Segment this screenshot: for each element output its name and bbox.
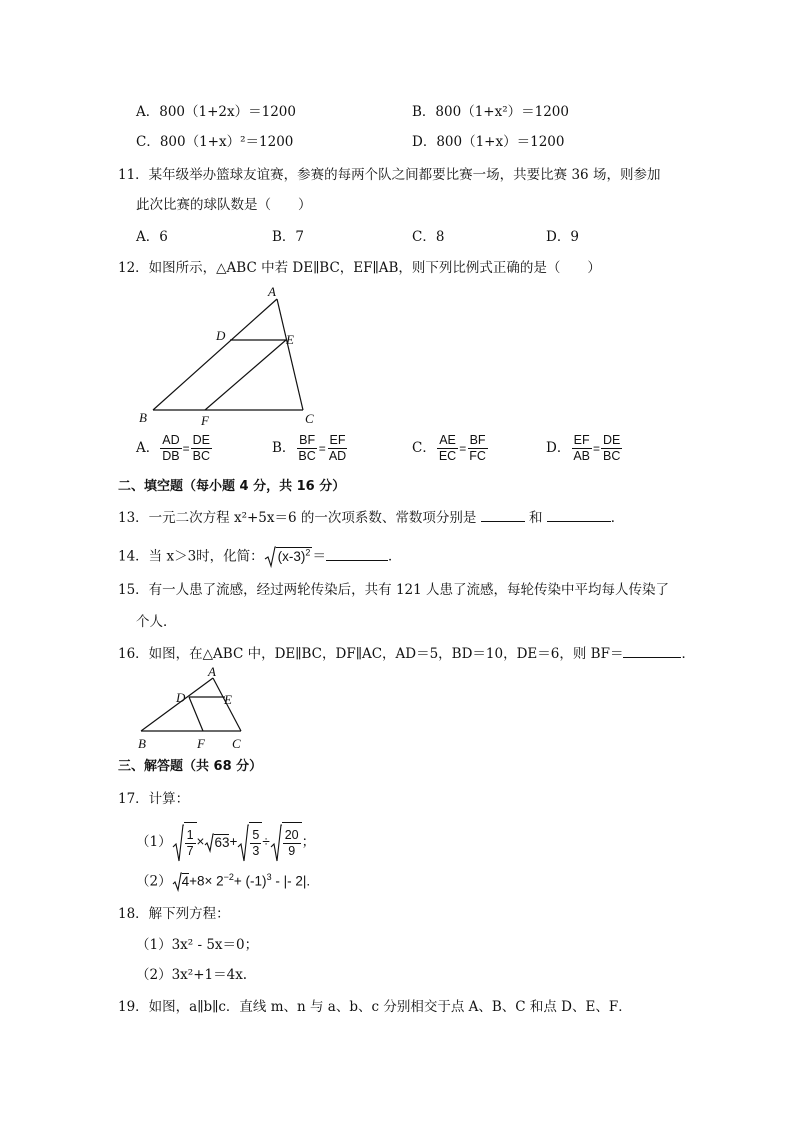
q13-answer-blank-2[interactable]	[547, 521, 611, 522]
q16-label-c: C	[232, 736, 241, 751]
q16-label-e: E	[224, 692, 232, 707]
q16-label-a: A	[208, 664, 216, 679]
q11-option-b: B．7	[272, 229, 305, 245]
fraction: $\frac{1}{7}$	[186, 828, 194, 858]
q16-answer-blank[interactable]	[623, 657, 681, 658]
q12-option-d: D． $\frac{EF}{AB}$ = $\frac{DE}{BC}$	[546, 433, 621, 463]
section-fill-in-heading: 二、填空题（每小题 4 分，共 16 分）	[118, 479, 346, 494]
radical-sign-icon	[237, 823, 249, 863]
fraction: $\frac{DE}{BC}$	[192, 433, 211, 463]
q11-option-a: A．6	[136, 229, 168, 245]
q12-label-e: E	[286, 332, 294, 347]
q15-stem-line2: 个人．	[136, 614, 177, 630]
q19-stem: 19．如图，a∥b∥c．直线 m、n 与 a、b、c 分别相交于点 A、B、C 和点 D、E、F．	[118, 999, 632, 1015]
fraction: $\frac{AD}{DB}$	[162, 433, 180, 463]
fraction: $\frac{AE}{EC}$	[438, 433, 457, 463]
q12-option-b: B． $\frac{BF}{BC}$ = $\frac{EF}{AD}$	[272, 433, 347, 463]
q11-option-c: C．8	[412, 229, 445, 245]
q16-triangle-figure	[132, 664, 262, 754]
q12-option-a: A． $\frac{AD}{DB}$ = $\frac{DE}{BC}$	[136, 433, 211, 463]
fraction: $\frac{EF}{AD}$	[328, 433, 347, 463]
fraction: $\frac{BF}{FC}$	[469, 433, 486, 463]
q12-option-c: C． $\frac{AE}{EC}$ = $\frac{BF}{FC}$	[412, 433, 486, 463]
q12-label-d: D	[216, 328, 226, 343]
q12-label-a: A	[268, 284, 276, 299]
q18-title: 18．解下列方程：	[118, 906, 230, 922]
q16-label-d: D	[176, 690, 186, 705]
q12-label-f: F	[201, 413, 209, 428]
q18-eq2: （2）3x²+1＝4x.	[136, 967, 248, 983]
radical-sign-icon	[270, 823, 282, 863]
q18-eq1: （1）3x² - 5x＝0；	[136, 937, 259, 953]
fraction: $\frac{BF}{BC}$	[298, 433, 316, 463]
q11-stem-line1: 11．某年级举办篮球友谊赛，参赛的每两个队之间都要比赛一场，共要比赛 36 场，则参加	[118, 167, 661, 183]
q12-triangle-figure	[130, 280, 330, 430]
fraction: $\frac{20}{9}$	[284, 828, 299, 858]
fraction: $\frac{EF}{AB}$	[573, 433, 591, 463]
radical-sign-icon	[172, 872, 182, 892]
q12-label-b: B	[139, 410, 147, 425]
q11-stem-line2: 此次比赛的球队数是（ ）	[136, 197, 312, 213]
q14-stem: 14．当 x＞3时，化简： $(x-3)^2$ ＝ ．	[118, 543, 401, 568]
q10-option-d: D．800（1+x）＝1200	[412, 134, 565, 150]
q15-stem-line1: 15．有一人患了流感，经过两轮传染后，共有 121 人患了流感，每轮传染中平均每人传染了	[118, 582, 670, 598]
fraction: $\frac{DE}{BC}$	[603, 433, 621, 463]
q17-title: 17．计算：	[118, 791, 190, 807]
radical-sign-icon	[172, 823, 184, 863]
q10-option-b: B．800（1+x²）＝1200	[412, 104, 569, 120]
q16-label-b: B	[138, 736, 146, 751]
q13-answer-blank-1[interactable]	[481, 521, 525, 522]
q11-option-d: D．9	[546, 229, 579, 245]
q12-label-c: C	[305, 411, 314, 426]
radical-sign-icon	[264, 546, 276, 568]
q10-option-c: C．800（1+x）²＝1200	[136, 134, 294, 150]
section-solution-heading: 三、解答题（共 68 分）	[118, 759, 263, 774]
fraction: $\frac{5}{3}$	[252, 828, 260, 858]
q14-answer-blank[interactable]	[326, 560, 388, 561]
q17-part1: （1） $\frac{1}{7}$ × 63+ $\frac{5}{3}$ ÷ $\frac{20}{9}$ ；	[136, 822, 315, 863]
q10-option-a: A．800（1+2x）＝1200	[136, 104, 296, 120]
q16-stem: 16．如图，在△ABC 中，DE∥BC，DF∥AC，AD＝5，BD＝10，DE＝6，则 BF＝ ．	[118, 646, 695, 662]
q12-stem: 12．如图所示，△ABC 中若 DE∥BC，EF∥AB，则下列比例式正确的是（ ）	[118, 260, 601, 276]
radical-sign-icon	[204, 833, 214, 853]
q13-stem: 13．一元二次方程 x²+5x＝6 的一次项系数、常数项分别是 和 ．	[118, 510, 625, 526]
q16-label-f: F	[197, 736, 205, 751]
q17-part2: （2） $4+8\times 2^{-2}+ (-1)^3$ - |- 2|.	[136, 868, 310, 892]
